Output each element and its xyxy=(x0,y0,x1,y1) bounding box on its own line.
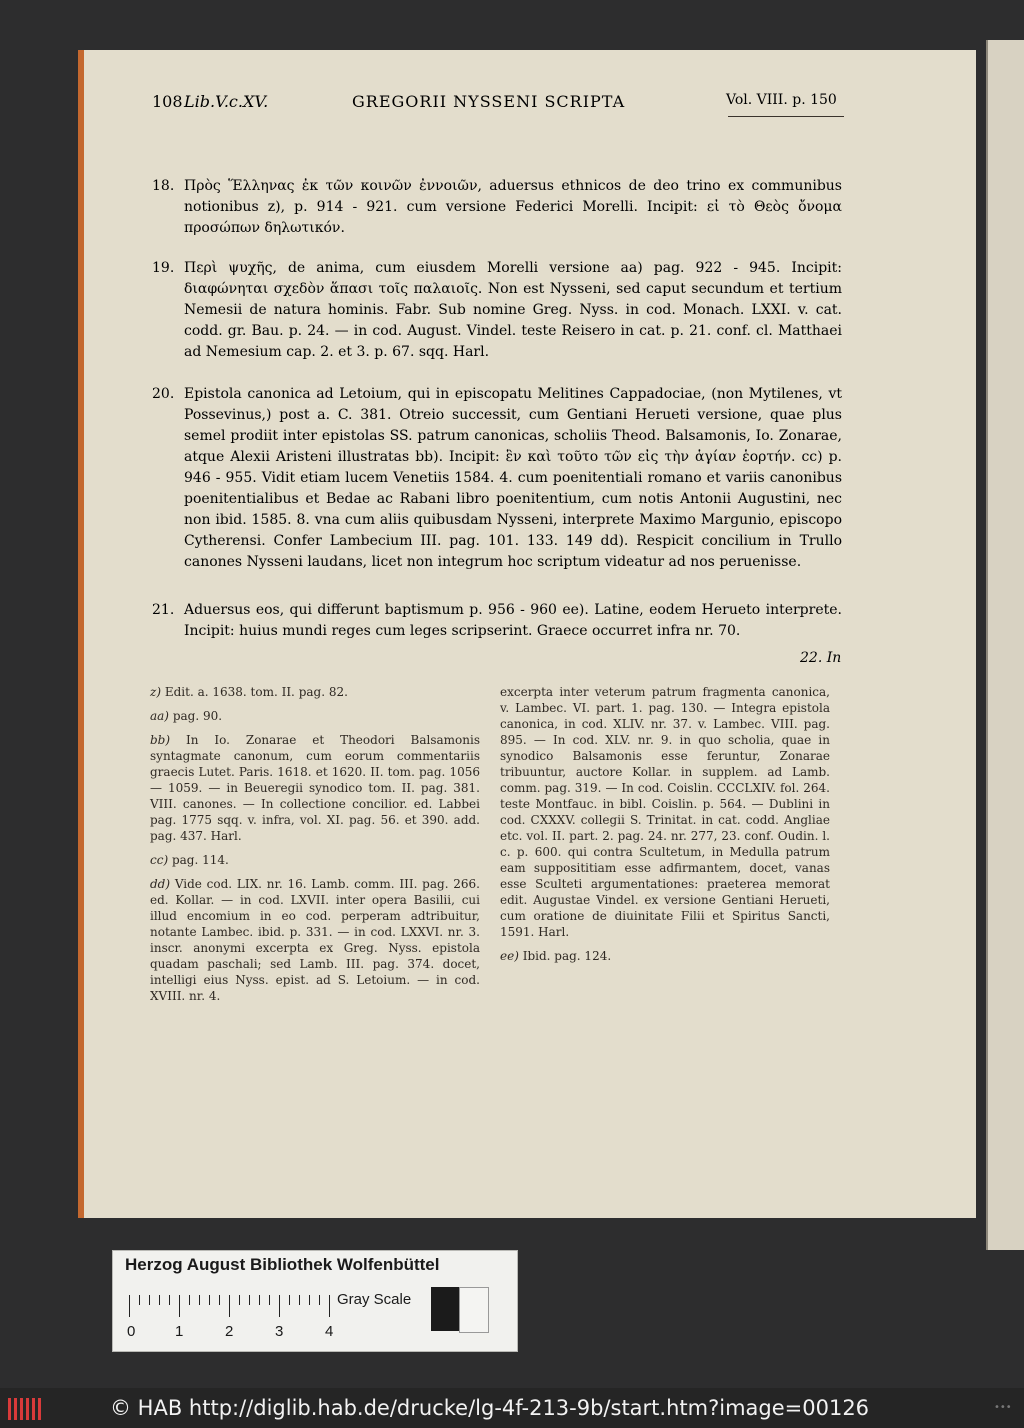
page-number: 108 xyxy=(152,92,183,111)
footer-dots-icon: ••• xyxy=(994,1402,1012,1413)
footnote-label: aa) xyxy=(150,709,169,723)
swatch-dark xyxy=(431,1287,459,1331)
ruler-tick xyxy=(289,1295,290,1305)
ruler xyxy=(129,1295,329,1317)
ruler-tick xyxy=(239,1295,240,1305)
entry-21 xyxy=(152,600,842,642)
ruler-tick xyxy=(279,1295,280,1317)
entry-number: 21. xyxy=(152,602,175,618)
ruler-number: 4 xyxy=(325,1323,334,1340)
page-title: GREGORII NYSSENI SCRIPTA xyxy=(352,92,626,111)
ruler-tick xyxy=(219,1295,220,1305)
entry-text: Aduersus eos, qui differunt baptismum p. 956 - 960 ee). Latine, eodem Herueto interprete. Incipit: huius mundi reges cum leges scripserint. Graece occurret infra nr. 70. xyxy=(184,602,842,639)
footnote-text: In Io. Zonarae et Theodori Balsamonis syntagmate canonum, cum eorum commentariis graecis Lutet. Paris. 1618. et 1620. II. tom. pag. 1056 — 1059. — in Beueregii synodico tom. II. pag. 381. VIII. canones. — In collectione concilior. ed. Labbei pag. 1775 sqq. v. infra, vol. XI. pag. 56. et 390. add. pag. 437. Harl. xyxy=(150,733,480,843)
ruler-tick xyxy=(129,1295,130,1317)
ruler-number: 0 xyxy=(127,1323,136,1340)
ruler-number: 3 xyxy=(275,1323,284,1340)
catchword: 22. In xyxy=(800,650,842,666)
ruler-tick xyxy=(199,1295,200,1305)
ruler-numbers xyxy=(127,1323,347,1343)
entry-number: 19. xyxy=(152,260,175,276)
library-name: Herzog August Bibliothek Wolfenbüttel xyxy=(125,1255,440,1274)
ruler-tick xyxy=(229,1295,230,1317)
footnote-dd-continued: excerpta inter veterum patrum fragmenta canonica, v. Lambec. VI. part. 1. pag. 130. — Integra epistola canonica, in cod. XLIV. nr. 37. v. Lambec. VIII. pag. 895. — In cod. XLV. nr. 9. in quo scholia, quae in synodico Balsamonis esse feruntur, Zonarae tribuuntur, auctore Kollar. in supplem. ad Lamb. comm. pag. 319. — In cod. Coislin. CCCLXIV. fol. 264. teste Montfauc. in bibl. Coislin. p. 564. — Dublini in cod. CXXXV. collegii S. Trinitat. in cat. codd. Angliae etc. vol. II. part. 2. pag. 24. nr. 277, 23. conf. Oudin. l. c. p. 600. qui contra Scultetum, in Medulla patrum eam supposititiam esse adfirmantem, docet, vanas esse Sculteti argumentationes: praeterea memorat edit. Augustae Vindel. ex versione Gentiani Herueti, cum oratione de diuinitate Filii et Spiritus Sancti, 1591. Harl. xyxy=(500,685,830,939)
entry-19 xyxy=(152,258,842,363)
header-rule xyxy=(728,116,844,117)
footnote-text: pag. 114. xyxy=(171,853,229,867)
ruler-tick xyxy=(139,1295,140,1305)
footnotes-left-column xyxy=(150,684,480,1012)
gray-scale-label: Gray Scale xyxy=(337,1291,412,1308)
ruler-tick xyxy=(319,1295,320,1305)
ruler-tick xyxy=(269,1295,270,1305)
footnote-cc xyxy=(150,852,480,868)
footnote-label: bb) xyxy=(150,733,171,747)
hab-logo-icon xyxy=(8,1398,42,1420)
entry-18 xyxy=(152,176,842,239)
footnote-text: Edit. a. 1638. tom. II. pag. 82. xyxy=(164,685,348,699)
footnote-text: pag. 90. xyxy=(172,709,223,723)
footnote-label: ee) xyxy=(500,949,519,963)
ruler-tick xyxy=(189,1295,190,1305)
ruler-tick xyxy=(169,1295,170,1305)
ruler-tick xyxy=(259,1295,260,1305)
footnote-dd xyxy=(150,876,480,1004)
ruler-tick xyxy=(299,1295,300,1305)
footnote-aa xyxy=(150,708,480,724)
footnote-bb xyxy=(150,732,480,844)
footnote-z xyxy=(150,684,480,700)
entry-text: Περὶ ψυχῆς, de anima, cum eiusdem Morelli versione aa) pag. 922 - 945. Incipit: διαφώνηται σχεδὸν ἅπασι τοῖς παλαιοῖς. Non est Nysseni, sed caput secundum et tertium Nemesii de natura hominis. Fabr. Sub nomine Greg. Nyss. in cod. Monach. LXXI. v. cat. codd. gr. Bau. p. 24. — in cod. August. Vindel. teste Reisero in cat. p. 21. conf. cl. Matthaei ad Nemesium cap. 2. et 3. p. 67. sqq. Harl. xyxy=(184,260,842,360)
ruler-tick xyxy=(179,1295,180,1317)
ruler-tick xyxy=(209,1295,210,1305)
entry-20 xyxy=(152,384,842,573)
footnote-label: dd) xyxy=(150,877,171,891)
book-reference: Lib.V.c.XV. xyxy=(184,92,269,111)
footnote-ee xyxy=(500,948,830,964)
swatch-light xyxy=(459,1287,489,1333)
color-scale-card xyxy=(112,1250,518,1352)
entry-text: Epistola canonica ad Letoium, qui in episcopatu Melitines Cappadociae, (non Mytilenes, vt Possevinus,) post a. C. 381. Otreio successit, cum Gentiani Herueti versione, quae plus semel prodiit inter epistolas SS. patrum canonicas, scholiis Theod. Balsamonis, Io. Zonarae, atque Alexii Aristeni illustratas bb). Incipit: ἓν καὶ τοῦτο τῶν εἰς τὴν ἁγίαν ἑορτήν. cc) p. 946 - 955. Vidit etiam lucem Venetiis 1584. 4. cum poenitentiali romano et variis canonibus poenitentialibus et Bedae ac Rabani libro poenitentium, cum notis Antonii Augustini, nec non ibid. 1585. 8. vna cum aliis quibusdam Nysseni, interprete Maximo Margunio, episcopo Cytherensi. Confer Lambecium III. pag. 101. 133. 149 dd). Respicit concilium in Trullo canones Nysseni laudans, licet non integrum hoc scriptum videatur ad nos peruenisse. xyxy=(184,386,842,570)
ruler-number: 2 xyxy=(225,1323,234,1340)
footnote-text: Ibid. pag. 124. xyxy=(522,949,612,963)
ruler-tick xyxy=(149,1295,150,1305)
footer-bar xyxy=(0,1388,1024,1428)
ruler-tick xyxy=(309,1295,310,1305)
entry-number: 20. xyxy=(152,386,175,402)
entry-number: 18. xyxy=(152,178,175,194)
footnote-label: z) xyxy=(150,685,162,699)
ruler-tick xyxy=(249,1295,250,1305)
volume-reference: Vol. VIII. p. 150 xyxy=(726,92,837,108)
adjacent-page-edge xyxy=(986,40,1024,1250)
footnote-text: Vide cod. LIX. nr. 16. Lamb. comm. III. pag. 266. ed. Kollar. — in cod. LXVII. inter opera Basilii, cui illud encomium in eo cod. perperam adtribuitur, notante Lambec. ibid. p. 331. — in cod. LXXVI. nr. 3. inscr. anonymi excerpta ex Greg. Nyss. epistola quadam paschali; sed Lamb. III. pag. 374. docet, intelligi eius Nyss. epist. ad S. Letoium. — in cod. XVIII. nr. 4. xyxy=(150,877,480,1003)
ruler-tick xyxy=(329,1295,330,1317)
entry-text: Πρὸς Ἕλληνας ἐκ τῶν κοινῶν ἐννοιῶν, aduersus ethnicos de deo trino ex communibus notionibus z), p. 914 - 921. cum versione Federici Morelli. Incipit: εἰ τὸ Θεὸς ὄνομα προσώπων δηλωτικόν. xyxy=(184,178,842,236)
ruler-number: 1 xyxy=(175,1323,184,1340)
copyright-url: © HAB http://diglib.hab.de/drucke/lg-4f-213-9b/start.htm?image=00126 xyxy=(110,1396,870,1420)
ruler-tick xyxy=(159,1295,160,1305)
footnotes-right-column xyxy=(500,684,830,972)
gray-swatches xyxy=(431,1287,489,1331)
footnote-label: cc) xyxy=(150,853,169,867)
